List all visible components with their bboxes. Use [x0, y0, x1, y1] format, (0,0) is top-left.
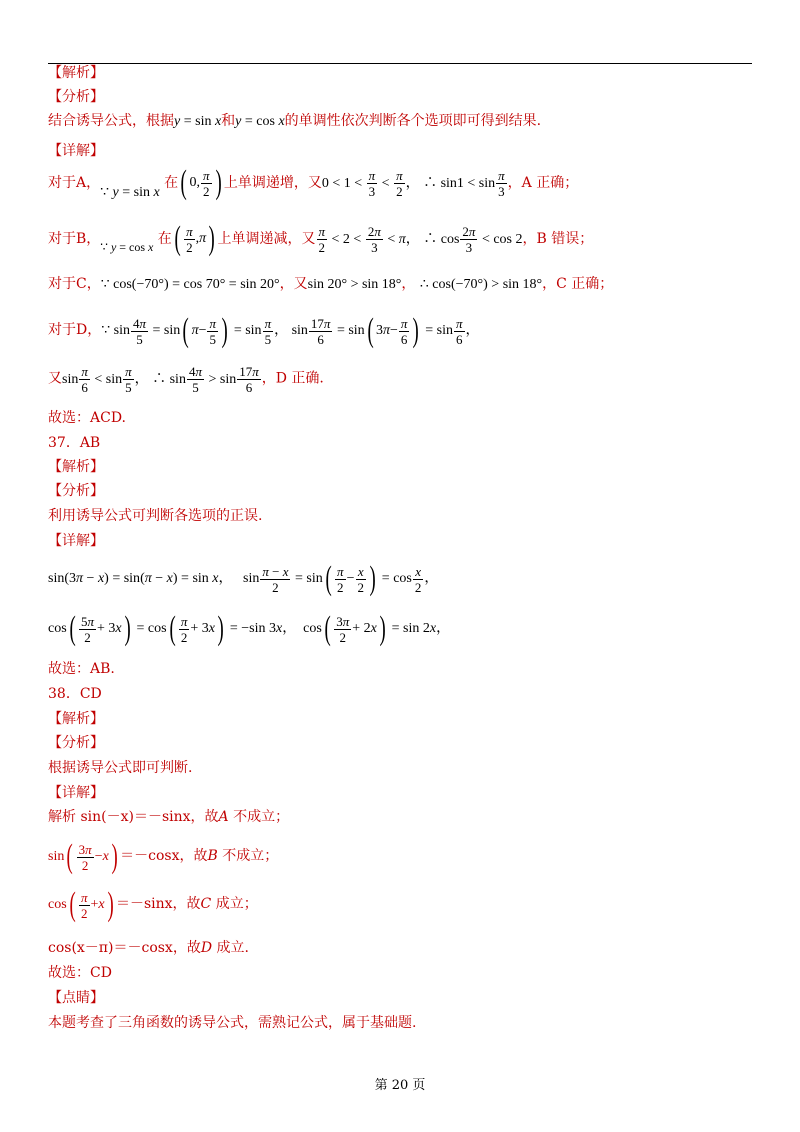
q38-line-2: sin ( 3π 2 − x ) ＝－cosx，故B 不成立；	[48, 838, 279, 875]
q36-option-d: 对于D，∵ sin $\frac{4\pi}{5}$ = sin ( π − π 5 ) = sin $\frac{\pi}{5}$ ， sin $\frac{17\pi}{6}$ = sin ( 3 π − π 6 ) = sin $\frac{\pi}{6}$ ，	[48, 312, 480, 349]
q36-option-b: 对于B，∵ y = cos x 在 ( π 2 , π ) 上单调递减，又 $\frac{\pi}{2}$ < 2 < $\frac{2\pi}{3}$ < π， ∴ cos $\frac{2\pi}{3}$ < cos 2，B 错误；	[48, 220, 594, 257]
q38-title: 38．CD	[48, 686, 102, 702]
q38-answer: 故选：CD	[48, 965, 112, 981]
q37-xiangjie-heading: 【详解】	[48, 533, 104, 549]
q37-formula-1: sin(3π − x) = sin(π − x) = sin x， sin $\frac{\pi - x}{2}$ = sin ( π 2 − x 2 ) = cos $\frac{x}{2}$ ，	[48, 560, 439, 597]
q36-option-c: 对于C，∵ cos(−70°) = cos 70° = sin 20°，又sin 20° > sin 18°， ∴ cos(−70°) > sin 18°，C 正确；	[48, 276, 614, 292]
q37-fenxi-heading: 【分析】	[48, 483, 104, 499]
q36-option-d-cont: 又sin $\frac{\pi}{6}$ < sin $\frac{\pi}{5}$ ， ∴ sin $\frac{4\pi}{5}$ > sin $\frac{17\pi}{6}$ ，D 正确.	[48, 364, 324, 395]
q38-fenxi-text: 根据诱导公式即可判断.	[48, 760, 193, 776]
q36-jiexi-heading: 【解析】	[48, 65, 104, 81]
q38-dianjing-heading: 【点睛】	[48, 990, 104, 1006]
q37-fenxi-text: 利用诱导公式可判断各选项的正误.	[48, 508, 263, 524]
q36-fenxi-heading: 【分析】	[48, 89, 104, 105]
q37-jiexi-heading: 【解析】	[48, 459, 104, 475]
q37-title: 37．AB	[48, 435, 101, 451]
q37-answer: 故选：AB.	[48, 661, 115, 677]
header-rule	[48, 63, 752, 64]
q38-line-1: 解析 sin(－x)＝－sinx，故A 不成立；	[48, 809, 290, 825]
q36-option-a: 对于A，∵ y = sin x 在 ( 0, π 2 ) 上单调递增，又0 < 1 < $\frac{\pi}{3}$ < $\frac{\pi}{2}$ ， ∴ sin1 < sin $\frac{\pi}{3}$ ，A 正确；	[48, 164, 579, 201]
q38-line-3: cos ( π 2 + x ) ＝－sinx，故C 成立；	[48, 886, 258, 923]
q36-xiangjie-heading: 【详解】	[48, 143, 104, 159]
q36-fenxi-text: 结合诱导公式，根据y = sin x和y = cos x的单调性依次判断各个选项即可得到结果.	[48, 113, 542, 129]
q38-line-4: cos(x－π)＝－cosx，故D 成立.	[48, 940, 249, 956]
q36-answer: 故选：ACD.	[48, 410, 126, 426]
q37-formula-2: cos ( 5π 2 + 3 x ) = cos ( π 2 + 3 x ) = −sin 3x， cos ( 3π 2 + 2 x ) = sin 2x，	[48, 610, 451, 647]
q38-xiangjie-heading: 【详解】	[48, 785, 104, 801]
q38-jiexi-heading: 【解析】	[48, 711, 104, 727]
q38-dianjing-text: 本题考查了三角函数的诱导公式，需熟记公式，属于基础题.	[48, 1015, 417, 1031]
page-number: 第 20 页	[374, 1078, 426, 1093]
q38-fenxi-heading: 【分析】	[48, 735, 104, 751]
